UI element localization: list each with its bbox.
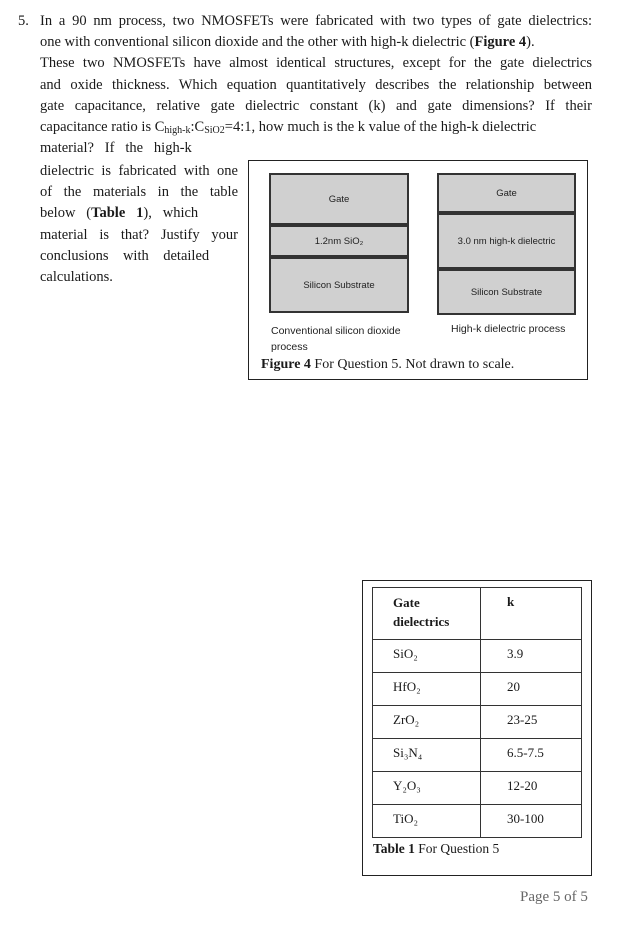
question-line-13: calculations. bbox=[40, 269, 113, 285]
header-k: k bbox=[481, 588, 582, 640]
question-line-10 bbox=[40, 205, 198, 222]
question-line-3: These two NMOSFETs have almost identical structures, except for the gate dielectrics bbox=[40, 55, 592, 71]
right-process-caption: High-k dielectric process bbox=[451, 323, 566, 335]
table-row bbox=[373, 772, 582, 805]
table-1-box bbox=[362, 580, 592, 876]
table-ref: Table 1 bbox=[91, 205, 144, 221]
question-number: 5. bbox=[18, 13, 29, 29]
table-caption bbox=[373, 841, 499, 857]
table-row bbox=[373, 805, 582, 838]
question-line-9: of the materials in the table bbox=[40, 184, 238, 200]
caption-text: For Question 5 bbox=[414, 841, 500, 856]
text-span: ). bbox=[526, 34, 535, 50]
question-line-11: material is that? Justify your bbox=[40, 227, 238, 243]
right-gate-layer: Gate bbox=[437, 173, 576, 213]
question-line-1: In a 90 nm process, two NMOSFETs were fabricated with two types of gate dielectrics: bbox=[40, 13, 592, 29]
material-cell: TiO₂ bbox=[373, 805, 481, 838]
header-gate-dielectrics bbox=[373, 588, 481, 640]
k-cell: 6.5-7.5 bbox=[481, 739, 582, 772]
text-span: below ( bbox=[40, 205, 92, 221]
figure-4 bbox=[248, 160, 588, 380]
left-process-caption bbox=[271, 323, 401, 355]
dielectric-table bbox=[372, 587, 582, 838]
k-cell: 20 bbox=[481, 673, 582, 706]
header-text: dielectrics bbox=[393, 614, 450, 629]
k-cell: 30-100 bbox=[481, 805, 582, 838]
header-text: Gate bbox=[393, 595, 420, 610]
material-cell: Si₃N₄ bbox=[373, 739, 481, 772]
question-line-8: dielectric is fabricated with one bbox=[40, 163, 238, 179]
k-cell: 23-25 bbox=[481, 706, 582, 739]
table-row bbox=[373, 706, 582, 739]
question-line-4: and oxide thickness. Which equation quantitatively describes the relationship between bbox=[40, 77, 592, 93]
k-cell: 12-20 bbox=[481, 772, 582, 805]
right-substrate-layer: Silicon Substrate bbox=[437, 269, 576, 315]
left-substrate-layer: Silicon Substrate bbox=[269, 257, 409, 313]
material-cell: HfO₂ bbox=[373, 673, 481, 706]
subscript: high-k bbox=[164, 125, 191, 136]
text-span: =4:1, how much is the k value of the high-k dielectric bbox=[224, 119, 537, 135]
text-span: capacitance ratio is C bbox=[40, 119, 165, 135]
text-span: :C bbox=[190, 119, 205, 135]
k-cell: 3.9 bbox=[481, 640, 582, 673]
question-line-2 bbox=[40, 34, 535, 51]
material-cell: ZrO₂ bbox=[373, 706, 481, 739]
text-span: one with conventional silicon dioxide and the other with high-k dielectric ( bbox=[40, 34, 475, 50]
text-span: ), which bbox=[143, 205, 199, 221]
table-row bbox=[373, 739, 582, 772]
left-oxide-layer: 1.2nm SiO₂ bbox=[269, 225, 409, 257]
page-number: Page 5 of 5 bbox=[520, 889, 588, 905]
right-oxide-layer: 3.0 nm high-k dielectric bbox=[437, 213, 576, 269]
question-line-12: conclusions with detailed bbox=[40, 248, 210, 264]
question-line-6 bbox=[40, 119, 592, 136]
table-header-row bbox=[373, 588, 582, 640]
question-line-7: material? If the high-k bbox=[40, 140, 192, 156]
caption-label: Figure 4 bbox=[261, 357, 311, 372]
table-row bbox=[373, 673, 582, 706]
caption-text: For Question 5. Not drawn to scale. bbox=[310, 357, 515, 372]
material-cell: SiO₂ bbox=[373, 640, 481, 673]
left-gate-layer: Gate bbox=[269, 173, 409, 225]
caption-label: Table 1 bbox=[373, 841, 415, 856]
table-row bbox=[373, 640, 582, 673]
figure-caption bbox=[261, 357, 514, 373]
material-cell: Y₂O₃ bbox=[373, 772, 481, 805]
subscript: SiO2 bbox=[204, 125, 225, 136]
question-line-5: gate capacitance, relative gate dielectric constant (k) and gate dimensions? If their bbox=[40, 98, 592, 114]
figure-ref: Figure 4 bbox=[474, 34, 527, 50]
caption-line: process bbox=[271, 341, 308, 353]
caption-line: Conventional silicon dioxide bbox=[271, 325, 401, 337]
